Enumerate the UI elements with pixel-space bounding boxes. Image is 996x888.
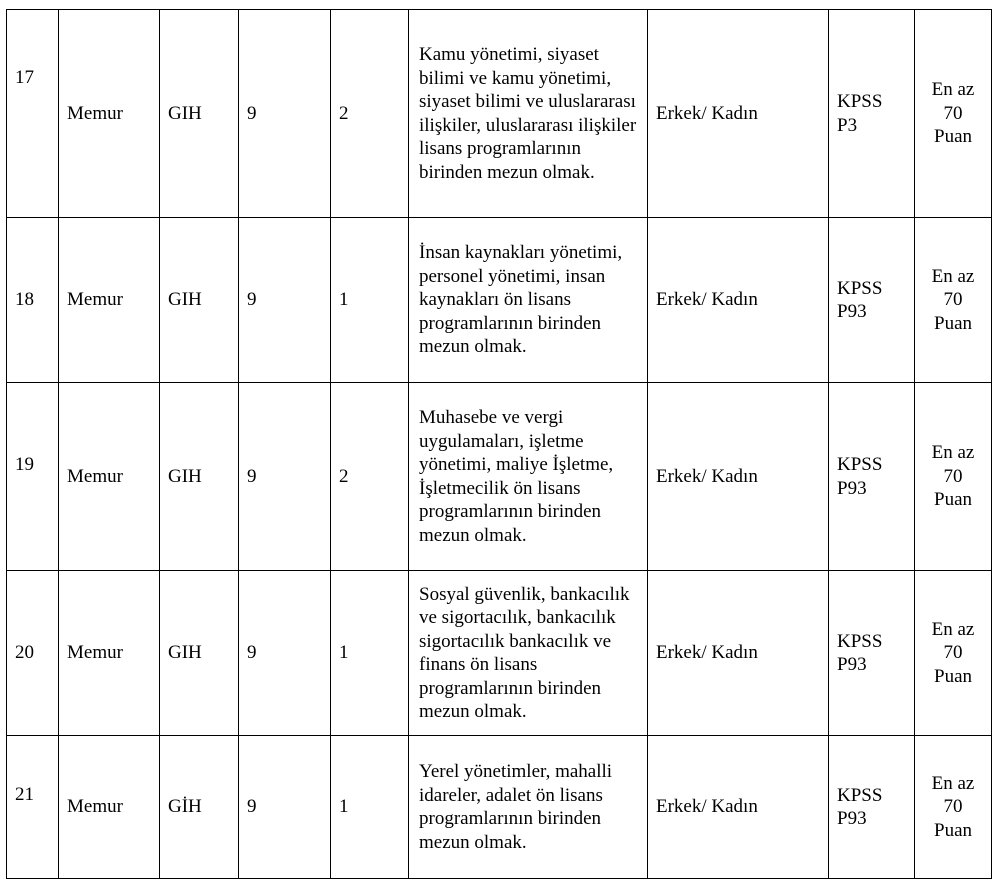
cell-grade: 9 <box>239 736 331 879</box>
table-row <box>7 736 992 879</box>
cell-no: 18 <box>7 218 59 383</box>
cell-unit: GIH <box>160 10 239 218</box>
cell-exam: KPSS P93 <box>829 383 915 571</box>
cell-title: Memur <box>59 10 160 218</box>
cell-no: 21 <box>7 736 59 879</box>
cell-no: 20 <box>7 571 59 736</box>
cell-title: Memur <box>59 383 160 571</box>
cell-grade: 9 <box>239 218 331 383</box>
positions-table <box>6 9 992 879</box>
table-row <box>7 383 992 571</box>
cell-grade: 9 <box>239 383 331 571</box>
cell-count: 1 <box>331 218 409 383</box>
cell-count: 1 <box>331 736 409 879</box>
cell-unit: GİH <box>160 736 239 879</box>
cell-exam: KPSS P93 <box>829 736 915 879</box>
cell-score: En az 70 Puan <box>915 10 992 218</box>
cell-title: Memur <box>59 736 160 879</box>
table-row <box>7 10 992 218</box>
cell-unit: GIH <box>160 571 239 736</box>
cell-no: 17 <box>7 10 59 218</box>
cell-exam: KPSS P3 <box>829 10 915 218</box>
cell-count: 2 <box>331 383 409 571</box>
cell-score: En az 70 Puan <box>915 571 992 736</box>
cell-unit: GIH <box>160 383 239 571</box>
cell-no: 19 <box>7 383 59 571</box>
cell-requirement: Sosyal güvenlik, bankacılık ve sigortacılık, bankacılık sigortacılık bankacılık ve finans ön lisans programlarının birinden mezun olmak. <box>409 571 648 736</box>
cell-unit: GIH <box>160 218 239 383</box>
cell-requirement: Muhasebe ve vergi uygulamaları, işletme yönetimi, maliye İşletme, İşletmecilik ön lisans programlarının birinden mezun olmak. <box>409 383 648 571</box>
cell-requirement: Yerel yönetimler, mahalli idareler, adalet ön lisans programlarının birinden mezun olmak. <box>409 736 648 879</box>
cell-gender: Erkek/ Kadın <box>648 736 829 879</box>
cell-score: En az 70 Puan <box>915 736 992 879</box>
cell-requirement: Kamu yönetimi, siyaset bilimi ve kamu yönetimi, siyaset bilimi ve uluslararası ilişkiler, uluslararası ilişkiler lisans programlarının birinden mezun olmak. <box>409 10 648 218</box>
cell-exam: KPSS P93 <box>829 571 915 736</box>
cell-score: En az 70 Puan <box>915 383 992 571</box>
cell-gender: Erkek/ Kadın <box>648 571 829 736</box>
cell-gender: Erkek/ Kadın <box>648 383 829 571</box>
cell-exam: KPSS P93 <box>829 218 915 383</box>
cell-score: En az 70 Puan <box>915 218 992 383</box>
cell-grade: 9 <box>239 571 331 736</box>
cell-gender: Erkek/ Kadın <box>648 218 829 383</box>
table-row <box>7 571 992 736</box>
cell-title: Memur <box>59 218 160 383</box>
table-row <box>7 218 992 383</box>
cell-count: 2 <box>331 10 409 218</box>
cell-count: 1 <box>331 571 409 736</box>
cell-requirement: İnsan kaynakları yönetimi, personel yönetimi, insan kaynakları ön lisans programlarının birinden mezun olmak. <box>409 218 648 383</box>
cell-title: Memur <box>59 571 160 736</box>
cell-grade: 9 <box>239 10 331 218</box>
cell-gender: Erkek/ Kadın <box>648 10 829 218</box>
